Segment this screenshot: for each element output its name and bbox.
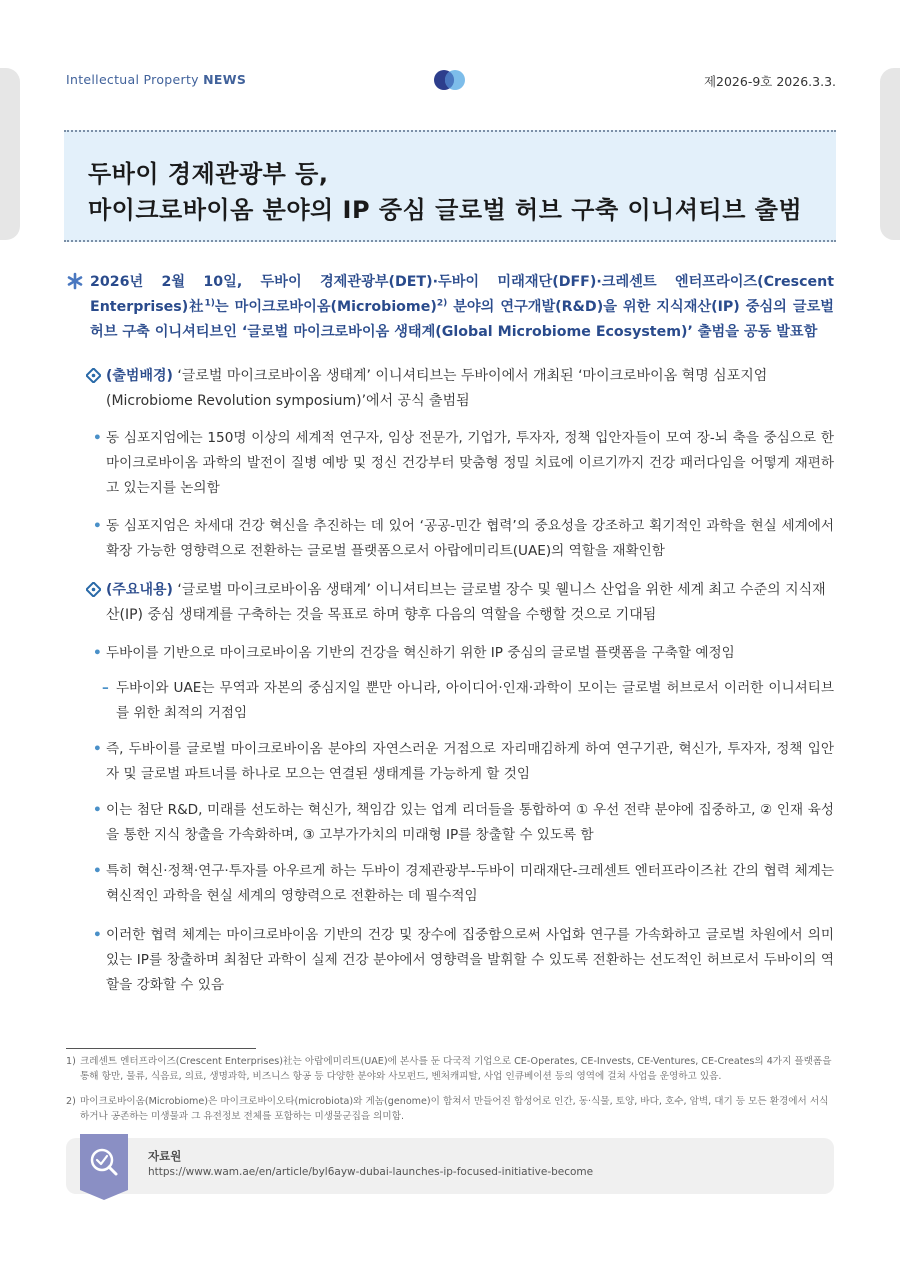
list-item: • 즉, 두바이를 글로벌 마이크로바이옴 분야의 자연스러운 거점으로 자리매김하게 하여 연구기관, 혁신가, 투자자, 정책 입안자 및 글로벌 파트너를 하나로 모으는 연결된 생태계를 가능하게 할 것임 <box>93 741 834 782</box>
list-item: • 동 심포지엄은 차세대 건강 혁신을 추진하는 데 있어 ‘공공-민간 협력’의 중요성을 강조하고 획기적인 과학을 현실 세계에서 확장 가능한 영향력으로 전환하는 글로벌 플랫폼으로서 아랍에미리트(UAE)의 역할을 재확인함 <box>93 518 834 559</box>
footnote-1: 1) 크레센트 엔터프라이즈(Crescent Enterprises)社는 아랍에미리트(UAE)에 본사를 둔 다국적 기업으로 CE-Operates, CE-Invests, CE-Ventures, CE-Creates의 4가지 플랫폼을 통해 항만, 물류, 식음료, 의료, 생명과학, 비즈니스 항공 등 다양한 분야와 사모펀드, 벤처캐피탈, 사업 인큐베이션 등의 영역에 걸쳐 사업을 운영하고 있음. <box>66 1056 832 1082</box>
source-url[interactable]: https://www.wam.ae/en/article/byl6ayw-dubai-launches-ip-focused-initiative-become <box>148 1166 594 1178</box>
source-label: 자료원 <box>148 1149 182 1163</box>
list-item: • 이러한 협력 체계는 마이크로바이옴 기반의 건강 및 장수에 집중함으로써 사업화 연구를 가속화하고 글로벌 차원에서 의미 있는 IP를 창출하며 최첨단 과학이 실제 건강 분야에서 영향력을 발휘할 수 있도록 전환하는 선도적인 허브로서 두바이의 역할을 강화할 수 있음 <box>93 927 834 993</box>
title-box <box>64 130 836 242</box>
diamond-icon <box>86 582 101 597</box>
page-header <box>66 68 836 94</box>
footnote-2: 2) 마이크로바이옴(Microbiome)은 마이크로바이오타(microbiota)와 게놈(genome)이 합쳐서 만들어진 합성어로 인간, 동·식물, 토양, 바다, 호수, 암벽, 대기 등 모든 환경에서 서식하거나 공존하는 미생물과 그 유전정보 전체를 포함하는 미생물군집을 의미함. <box>66 1096 829 1122</box>
section-tag: (출범배경) <box>106 368 173 384</box>
list-item: • 이는 첨단 R&D, 미래를 선도하는 혁신가, 책임감 있는 업계 리더들을 통합하여 ① 우선 전략 분야에 집중하고, ② 인재 육성을 통한 지식 창출을 가속화하며, ③ 고부가가치의 미래형 IP를 창출할 수 있도록 함 <box>93 802 834 843</box>
issue-number: 제2026-9호 2026.3.3. <box>703 74 836 89</box>
section-background: (출범배경) ‘글로벌 마이크로바이옴 생태계’ 이니셔티브는 두바이에서 개최된 ‘마이크로바이옴 혁명 심포지엄(Microbiome Revolution symposium)’에서 공식 출범됨 <box>90 364 834 414</box>
right-side-tab <box>880 68 900 240</box>
asterisk-icon <box>66 272 84 290</box>
list-item: • 두바이를 기반으로 마이크로바이옴 기반의 건강을 혁신하기 위한 IP 중심의 글로벌 플랫폼을 구축할 예정임 <box>93 645 735 661</box>
list-item: • 동 심포지엄에는 150명 이상의 세계적 연구자, 임상 전문가, 기업가, 투자자, 정책 입안자들이 모여 장-뇌 축을 중심으로 한 마이크로바이옴 과학의 발전이 질병 예방 및 정신 건강부터 맞춤형 정밀 치료에 이르기까지 건강 패러다임을 어떻게 재편하고 있는지를 논의함 <box>93 430 834 496</box>
list-item: • 특히 혁신·정책·연구·투자를 아우르게 하는 두바이 경제관광부-두바이 미래재단-크레센트 엔터프라이즈社 간의 협력 체계는 혁신적인 과학을 현실 세계의 영향력으로 전환하는 데 필수적임 <box>93 863 834 904</box>
footnote-divider <box>66 1048 256 1049</box>
logo-icon <box>431 68 471 92</box>
section-tag: (주요내용) <box>106 582 173 598</box>
list-subitem: – 두바이와 UAE는 무역과 자본의 중심지일 뿐만 아니라, 아이디어·인재·과학이 모이는 글로벌 허브로서 이러한 이니셔티브를 위한 최적의 거점임 <box>102 680 834 721</box>
section-main-content: (주요내용) ‘글로벌 마이크로바이옴 생태계’ 이니셔티브는 글로벌 장수 및 웰니스 산업을 위한 세계 최고 수준의 지식재산(IP) 중심 생태계를 구축하는 것을 목표로 하며 향후 다음의 역할을 수행할 것으로 기대됨 <box>90 578 834 628</box>
source-box <box>66 1138 834 1194</box>
magnifier-check-icon <box>80 1134 128 1200</box>
lead-paragraph: 2026년 2월 10일, 두바이 경제관광부(DET)·두바이 미래재단(DFF)·크레센트 엔터프라이즈(Crescent Enterprises)社$^{1)}$는 마이크로바이옴(Microbiome)$^{2)}$ 분야의 연구개발(R&D)을 위한 지식재산(IP) 중심의 글로벌 허브 구축 이니셔티브인 ‘글로벌 마이크로바이옴 생태계(Global Microbiome Ecosystem)’ 출범을 공동 발표함 <box>66 270 834 345</box>
diamond-icon <box>86 368 101 383</box>
brand-name: Intellectual Property NEWS <box>66 72 247 87</box>
page-title-line1: 두바이 경제관광부 등, <box>88 160 329 188</box>
left-side-tab <box>0 68 20 240</box>
page-title-line2: 마이크로바이옴 분야의 IP 중심 글로벌 허브 구축 이니셔티브 출범 <box>88 196 803 224</box>
